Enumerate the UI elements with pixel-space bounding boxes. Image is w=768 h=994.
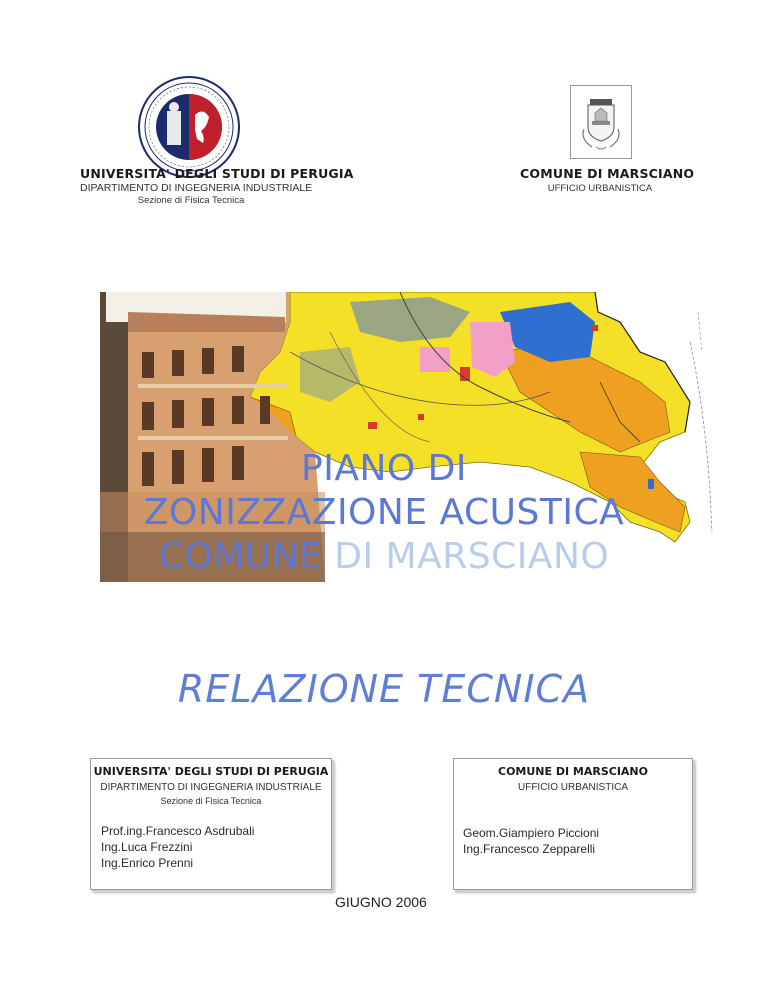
- university-seal-icon: [137, 75, 241, 179]
- document-subtitle: RELAZIONE TECNICA: [177, 667, 591, 711]
- person-name: Prof.ing.Francesco Asdrubali: [101, 824, 255, 838]
- person-name: Ing.Luca Frezzini: [101, 840, 193, 854]
- credits-university-box: [90, 758, 332, 890]
- hero-title-line3-marsciano: DI MARSCIANO: [322, 536, 610, 577]
- credits-university-people: [101, 823, 254, 871]
- hero-title-line3-comune: COMUNE: [158, 536, 323, 577]
- credits-office: UFFICIO URBANISTICA: [517, 782, 628, 793]
- credits-comune-box: [453, 758, 693, 890]
- hero-title-line2: ZONIZZAZIONE ACUSTICA: [143, 492, 625, 533]
- header-office: UFFICIO URBANISTICA: [547, 183, 653, 194]
- header-department: DIPARTIMENTO DI INGEGNERIA INDUSTRIALE: [80, 182, 313, 194]
- header-comune-title: COMUNE DI MARSCIANO: [520, 166, 695, 181]
- header-section: Sezione di Fisica Tecnica: [137, 195, 245, 206]
- credits-comune-people: [463, 825, 599, 857]
- person-name: Ing.Enrico Prenni: [101, 856, 194, 870]
- credits-comune-title: COMUNE DI MARSCIANO: [498, 765, 648, 778]
- document-date: GIUGNO 2006: [335, 894, 427, 910]
- person-name: Geom.Giampiero Piccioni: [463, 826, 600, 840]
- hero-title-line3: [0, 536, 768, 577]
- hero-title-line1: PIANO DI: [301, 448, 467, 489]
- header-university-title: UNIVERSITA' DEGLI STUDI DI PERUGIA: [80, 166, 354, 181]
- person-name: Ing.Francesco Zepparelli: [463, 842, 596, 856]
- credits-department: DIPARTIMENTO DI INGEGNERIA INDUSTRIALE: [100, 782, 322, 793]
- credits-university-title: UNIVERSITA' DEGLI STUDI DI PERUGIA: [93, 765, 329, 778]
- comune-crest-icon: [570, 85, 632, 159]
- credits-section: Sezione di Fisica Tecnica: [160, 796, 262, 806]
